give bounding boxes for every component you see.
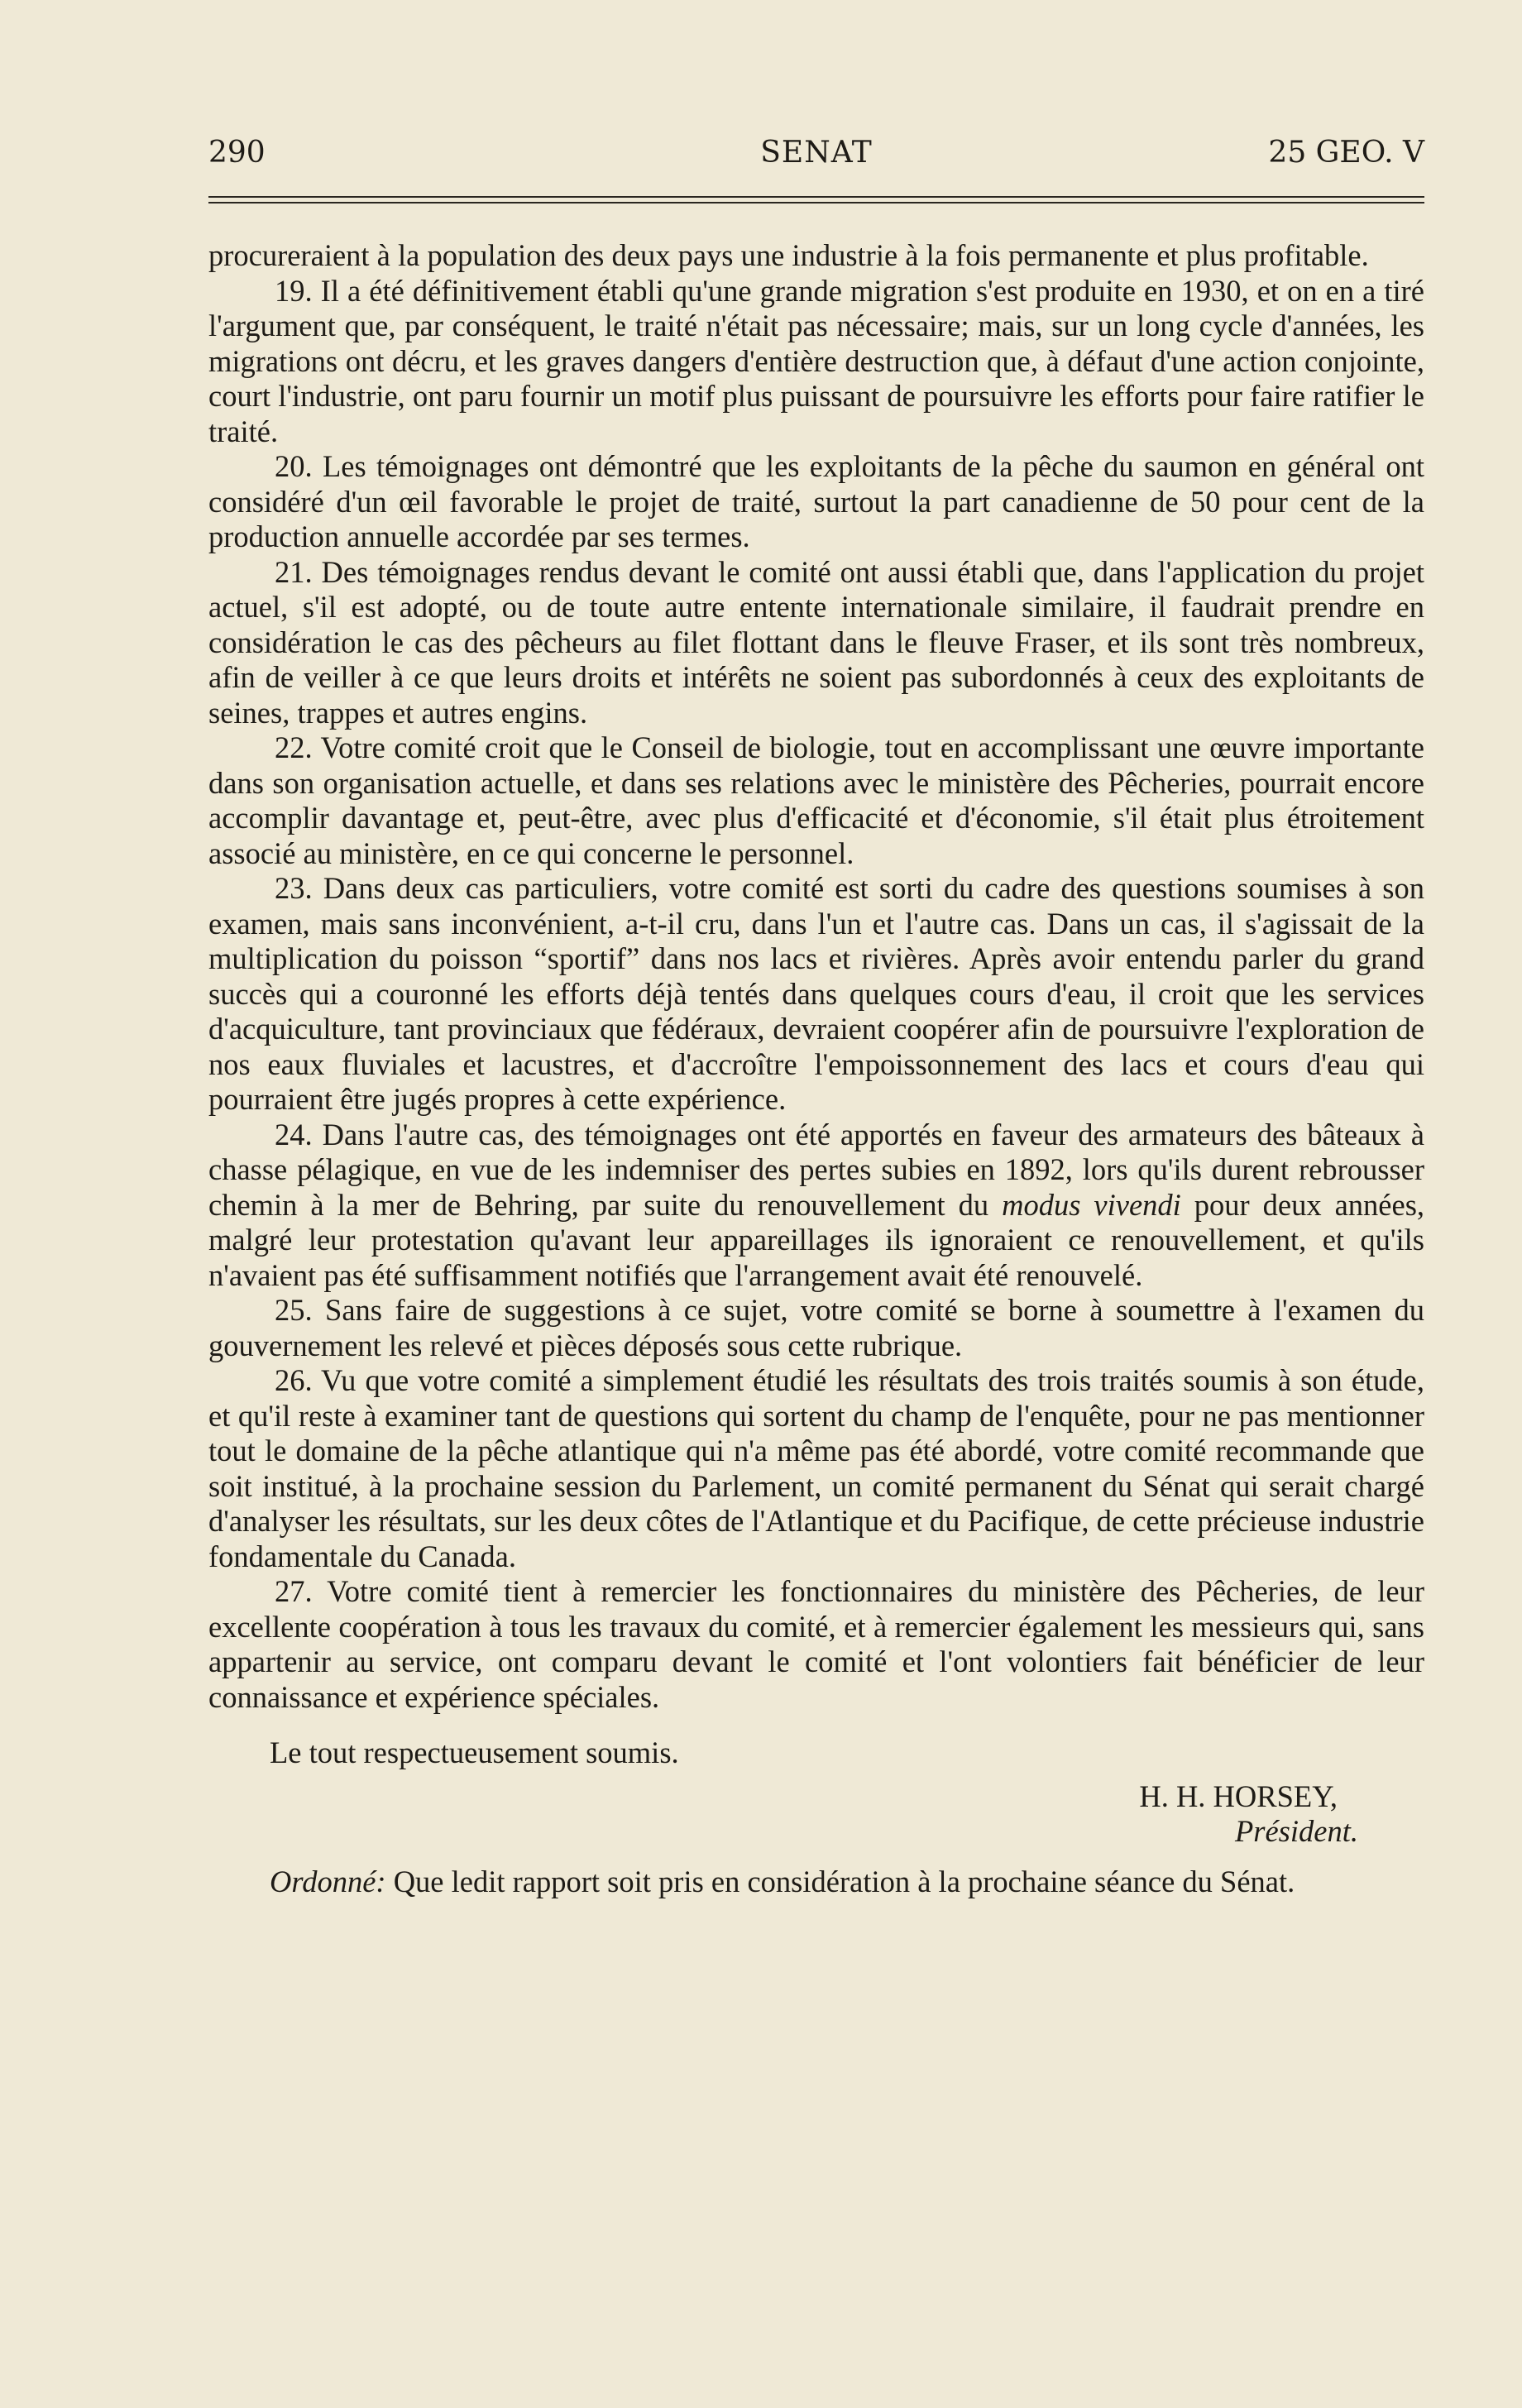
paragraph-24-latin-term: modus vivendi: [1002, 1187, 1181, 1222]
paragraph-19: 19. Il a été définitivement établi qu'une grande migration s'est produite en 1930, et on en a tiré l'argument que, par conséquent, le traité n'était pas nécessaire; mais, sur un long cycle d'années, les migrations ont décru, et les graves dangers d'entière destruction que, à défaut d'une action conjointe, court l'industrie, ont paru fournir un motif plus puissant de poursuivre les efforts pour faire ratifier le traité.: [208, 273, 1424, 448]
paragraph-26: 26. Vu que votre comité a simplement étudié les résultats des trois traités soumis à son étude, et qu'il reste à examiner tant de questions qui sortent du champ de l'enquête, pour ne pas mentionner tout le domaine de la pêche atlantique qui n'a même pas été abordé, votre comité recommande que soit institué, à la prochaine session du Parlement, un comité permanent du Sénat qui serait chargé d'analyser les résultats, sur les deux côtes de l'Atlantique et du Pacifique, de cette précieuse industrie fondamentale du Canada.: [208, 1363, 1424, 1573]
paragraph-25: 25. Sans faire de suggestions à ce sujet, votre comité se borne à soumettre à l'examen du gouvernement les relevé et pièces déposés sous cette rubrique.: [208, 1293, 1424, 1362]
paragraph-23: 23. Dans deux cas particuliers, votre comité est sorti du cadre des questions soumises à son examen, mais sans inconvénient, a-t-il cru, dans l'un et l'autre cas. Dans un cas, il s'agissait de la multiplication du poisson “sportif” dans nos lacs et rivières. Après avoir entendu parler du grand succès qui a couronné les efforts déjà tentés dans quelques cours d'eau, il croit que les services d'acquiculture, tant provinciaux que fédéraux, devraient coopérer afin de poursuivre l'exploration de nos eaux fluviales et lacustres, et d'accroître l'empoissonnement des lacs et cours d'eau qui pourraient être jugés propres à cette expérience.: [208, 871, 1424, 1116]
signature-title: Président.: [1234, 1814, 1358, 1848]
paragraph-24-part-b: pour deux années, malgré leur protestation qu'avant leur appareillages ils ignoraient ce renouvellement, et qu'ils n'avaient pas été suffisamment notifiés que l'arrangement avait été renouvelé.: [208, 1187, 1425, 1292]
header-rule-top: [208, 196, 1424, 198]
paragraph-24-part-a: 24. Dans l'autre cas, des témoignages ont été apportés en faveur des armateurs des bâteaux à chasse pélagique, en vue de les indemniser des pertes subies en 1892, lors qu'ils durent rebrousser chemin à la mer de Behring, par suite du renouvellement du: [208, 1117, 1424, 1222]
order-paragraph: [208, 1865, 1424, 1900]
header-rule-bottom: [208, 202, 1424, 203]
paragraph-continued: procureraient à la population des deux pays une industrie à la fois permanente et plus profitable.: [208, 238, 1369, 272]
header-session: 25 GEO. V: [1268, 136, 1424, 170]
document-body: [208, 238, 1424, 1899]
paragraph-27: 27. Votre comité tient à remercier les fonctionnaires du ministère des Pêcheries, de leur excellente coopération à tous les travaux du comité, et à remercier également les messieurs qui, sans appartenir au service, ont comparu devant le comité et l'ont volontiers fait bénéficier de leur connaissance et expérience spéciales.: [208, 1574, 1424, 1714]
paragraph-24: [208, 1118, 1424, 1294]
paragraph-22: 22. Votre comité croit que le Conseil de biologie, tout en accomplissant une œuvre importante dans son organisation actuelle, et dans ses relations avec le ministère des Pêcheries, pourrait encore accomplir davantage et, peut-être, avec plus d'efficacité et d'économie, s'il était plus étroitement associé au ministère, en ce qui concerne le personnel.: [208, 730, 1424, 870]
page-number: 290: [208, 136, 266, 170]
signature-name: H. H. HORSEY,: [1139, 1778, 1338, 1813]
header-title: SENAT: [760, 136, 873, 170]
paragraph-21: 21. Des témoignages rendus devant le comité ont aussi établi que, dans l'application du projet actuel, s'il est adopté, ou de toute autre entente internationale similaire, il faudrait prendre en considération le cas des pêcheurs au filet flottant dans le fleuve Fraser, et ils sont très nombreux, afin de veiller à ce que leurs droits et intérêts ne soient pas subordonnés à ceux des exploitants de seines, trappes et autres engins.: [208, 554, 1424, 730]
order-label: Ordonné:: [270, 1864, 386, 1898]
paragraph-20: 20. Les témoignages ont démontré que les exploitants de la pêche du saumon en général ont considéré d'un œil favorable le projet de traité, surtout la part canadienne de 50 pour cent de la production annuelle accordée par ses termes.: [208, 449, 1424, 553]
running-header: [208, 132, 1424, 174]
closing-line: Le tout respectueusement soumis.: [270, 1735, 679, 1769]
order-text: Que ledit rapport soit pris en considération à la prochaine séance du Sénat.: [393, 1864, 1295, 1898]
